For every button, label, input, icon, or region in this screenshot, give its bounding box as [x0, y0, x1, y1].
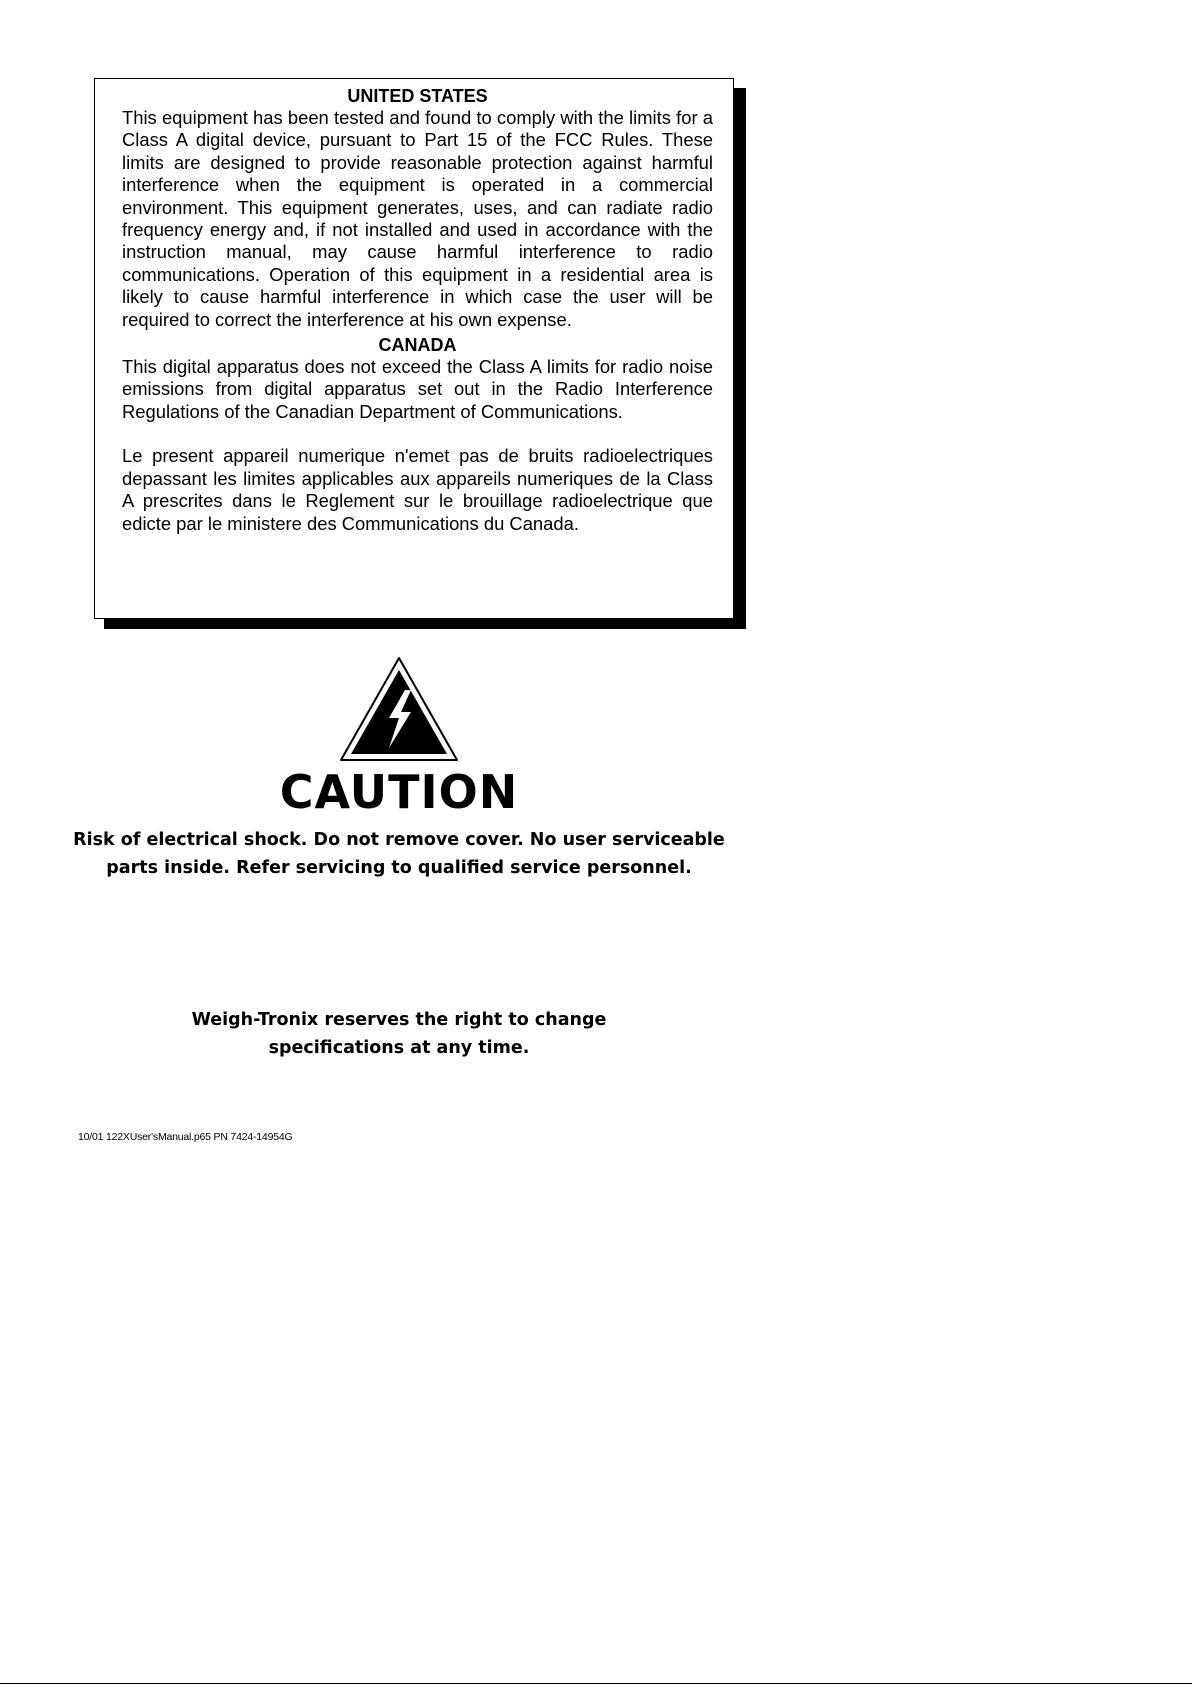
specification-notice: [0, 1006, 798, 1062]
canada-compliance-text-fr: Le present appareil numerique n'emet pas de bruits radioelectriques depassant les limites applicables aux appareils numeriques de la Class A prescrites dans le Reglement sur le brouillage radioelectrique que edicte par le ministere des Communications du Canada.: [122, 445, 713, 534]
us-heading: UNITED STATES: [347, 86, 488, 106]
us-compliance-text: This equipment has been tested and found to comply with the limits for a Class A digital device, pursuant to Part 15 of the FCC Rules. These limits are designed to provide reasonable protection against harmful interference when the equipment is operated in a commercial environment. This equipment generates, uses, and can radiate radio frequency energy and, if not installed and used in accordance with the instruction manual, may cause harmful interference to radio communications. Operation of this equipment in a residential area is likely to cause harmful interference in which case the user will be required to correct the interference at his own expense.: [122, 107, 713, 330]
caution-message: [0, 826, 798, 882]
specification-line: specifications at any time.: [268, 1038, 530, 1058]
canada-compliance-text-en: This digital apparatus does not exceed the Class A limits for radio noise emissions from digital apparatus set out in the Radio Interference Regulations of the Canadian Department of Communications.: [122, 356, 713, 422]
caution-title: CAUTION: [279, 765, 519, 819]
specification-line: Weigh-Tronix reserves the right to change: [191, 1010, 607, 1030]
lightning-warning-icon: [339, 656, 459, 764]
bottom-rule: [0, 1683, 1192, 1684]
caution-line: Risk of electrical shock. Do not remove cover. No user serviceable: [73, 830, 725, 850]
document-footer: 10/01 122XUser'sManual.p65 PN 7424-14954G: [78, 1131, 293, 1143]
caution-line: parts inside. Refer servicing to qualified service personnel.: [106, 858, 692, 878]
canada-heading: CANADA: [378, 335, 457, 356]
regulatory-notice-box: [94, 78, 734, 619]
paragraph-gap: [122, 423, 713, 445]
